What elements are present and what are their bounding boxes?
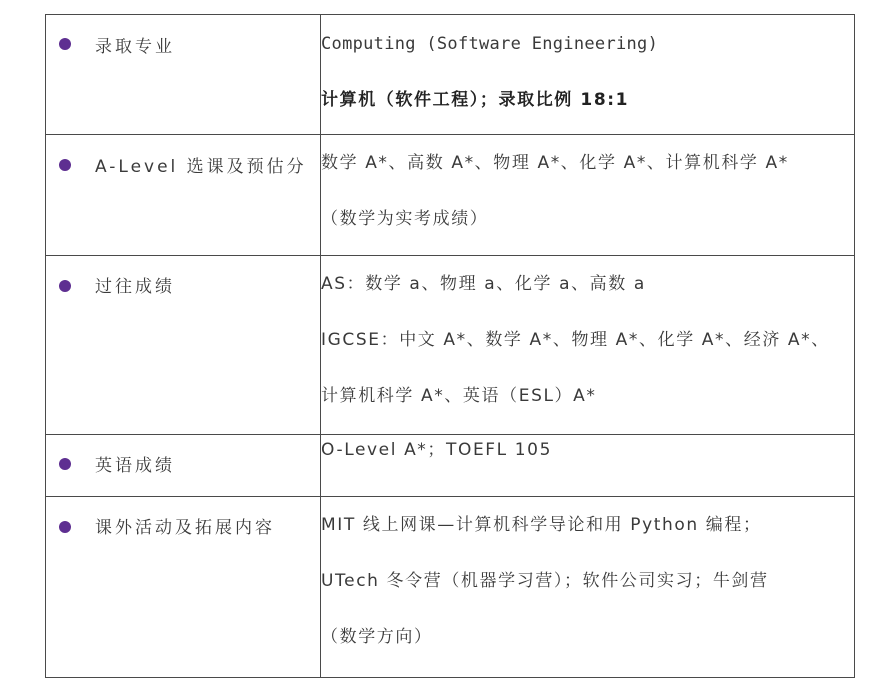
value-line: MIT 线上网课—计算机科学导论和用 Python 编程； (321, 515, 762, 535)
table-row (46, 256, 855, 435)
value-line: 计算机科学 A*、英语（ESL）A* (321, 386, 597, 406)
table-row (46, 435, 855, 497)
row-label: 英语成绩 (95, 456, 175, 476)
info-table (45, 14, 855, 678)
label-cell (46, 256, 321, 435)
table-row (46, 497, 855, 678)
table-row (46, 135, 855, 256)
value-line: （数学为实考成绩） (321, 209, 489, 229)
value-line: 数学 A*、高数 A*、物理 A*、化学 A*、计算机科学 A* (321, 153, 789, 173)
label-cell (46, 435, 321, 497)
value-cell (321, 435, 855, 497)
bullet-icon (59, 280, 71, 292)
table-row (46, 15, 855, 135)
row-label: 过往成绩 (95, 277, 175, 297)
value-line: AS：数学 a、物理 a、化学 a、高数 a (321, 274, 646, 294)
row-label: 录取专业 (95, 37, 175, 57)
bullet-icon (59, 159, 71, 171)
value-cell (321, 135, 855, 256)
label-cell (46, 15, 321, 135)
row-label: 课外活动及拓展内容 (95, 518, 275, 538)
value-cell (321, 15, 855, 135)
bullet-icon (59, 458, 71, 470)
bullet-icon (59, 521, 71, 533)
row-label: A-Level 选课及预估分 (95, 157, 307, 177)
value-line: （数学方向） (321, 627, 433, 647)
value-line: O-Level A*；TOEFL 105 (321, 440, 553, 460)
value-line: UTech 冬令营（机器学习营）；软件公司实习；牛剑营 (321, 571, 769, 591)
value-line: Computing (Software Engineering) (321, 34, 659, 54)
value-cell (321, 497, 855, 678)
value-cell (321, 256, 855, 435)
bullet-icon (59, 38, 71, 50)
label-cell (46, 497, 321, 678)
value-line: 计算机（软件工程）；录取比例 18:1 (321, 90, 630, 110)
value-line: IGCSE：中文 A*、数学 A*、物理 A*、化学 A*、经济 A*、 (321, 330, 830, 350)
label-cell (46, 135, 321, 256)
